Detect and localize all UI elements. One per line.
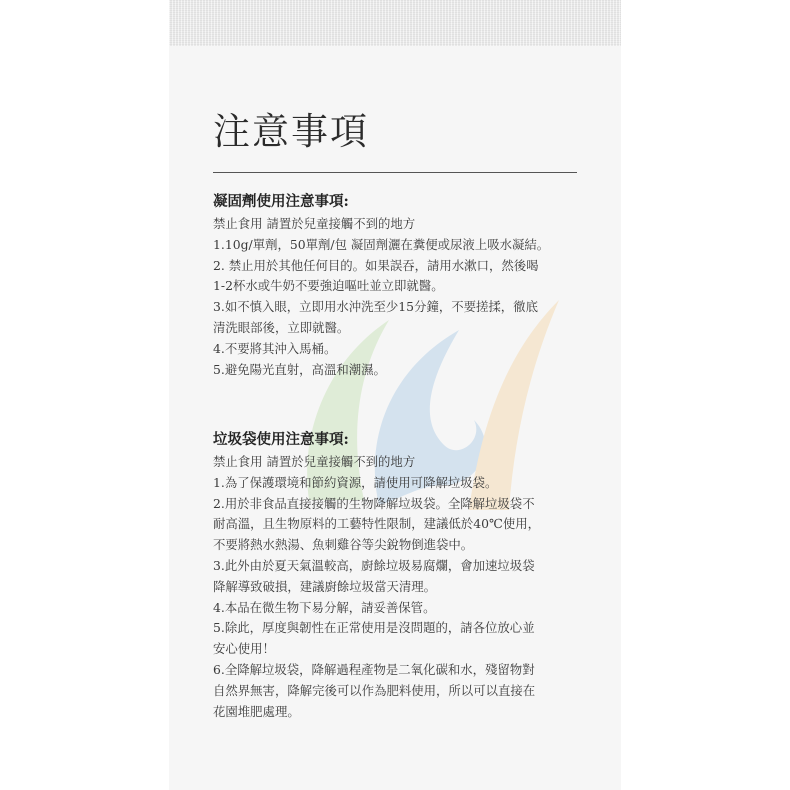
garbage-bag-notice-section [213,428,593,722]
fabric-texture-strip [169,0,621,46]
notice-line: 6.全降解垃圾袋，降解過程產物是二氧化碳和水，殘留物對 [213,661,535,677]
notice-line: 2.用於非食品直接接觸的生物降解垃圾袋。全降解垃圾袋不 [213,495,535,511]
section-heading: 凝固劑使用注意事項: [213,193,349,210]
notice-panel [169,0,621,790]
notice-line: 3.如不慎入眼，立即用水沖洗至少15分鐘，不要搓揉，徹底 [213,299,538,315]
notice-line: 1.10g/單劑，50單劑/包 凝固劑灑在糞便或尿液上吸水凝結。 [213,236,550,252]
notice-line: 4.本品在微生物下易分解，請妥善保管。 [213,599,436,615]
notice-line: 禁止食用 請置於兒童接觸不到的地方 [213,454,416,469]
notice-line: 1-2杯水或牛奶不要強迫嘔吐並立即就醫。 [213,278,444,294]
notice-line: 不要將熱水熱湯、魚刺雞谷等尖銳物倒進袋中。 [213,537,474,553]
page-title: 注意事項 [213,110,369,153]
notice-line: 清洗眼部後，立即就醫。 [213,319,350,335]
notice-line: 花園堆肥處理。 [213,703,300,719]
coagulant-notice-section [213,190,593,380]
notice-line: 3.此外由於夏天氣溫較高，廚餘垃圾易腐爛，會加速垃圾袋 [213,557,535,573]
notice-line: 4.不要將其沖入馬桶。 [213,340,337,356]
notice-line: 5.避免陽光直射，高溫和潮濕。 [213,361,386,377]
notice-line: 禁止食用 請置於兒童接觸不到的地方 [213,216,416,231]
section-heading: 垃圾袋使用注意事項: [213,431,349,448]
notice-line: 自然界無害，降解完後可以作為肥料使用，所以可以直接在 [213,682,536,698]
notice-line: 2. 禁止用於其他任何目的。如果誤吞，請用水漱口，然後喝 [213,257,539,273]
notice-line: 安心使用！ [213,641,275,657]
title-divider [213,172,577,173]
notice-line: 5.除此，厚度與韌性在正常使用是沒問題的，請各位放心並 [213,620,535,636]
notice-line: 1.為了保護環境和節約資源，請使用可降解垃圾袋。 [213,474,498,490]
notice-line: 降解導致破損，建議廚餘垃圾當天清理。 [213,578,437,594]
notice-line: 耐高溫，且生物原料的工藝特性限制，建議低於40℃使用， [213,516,541,532]
